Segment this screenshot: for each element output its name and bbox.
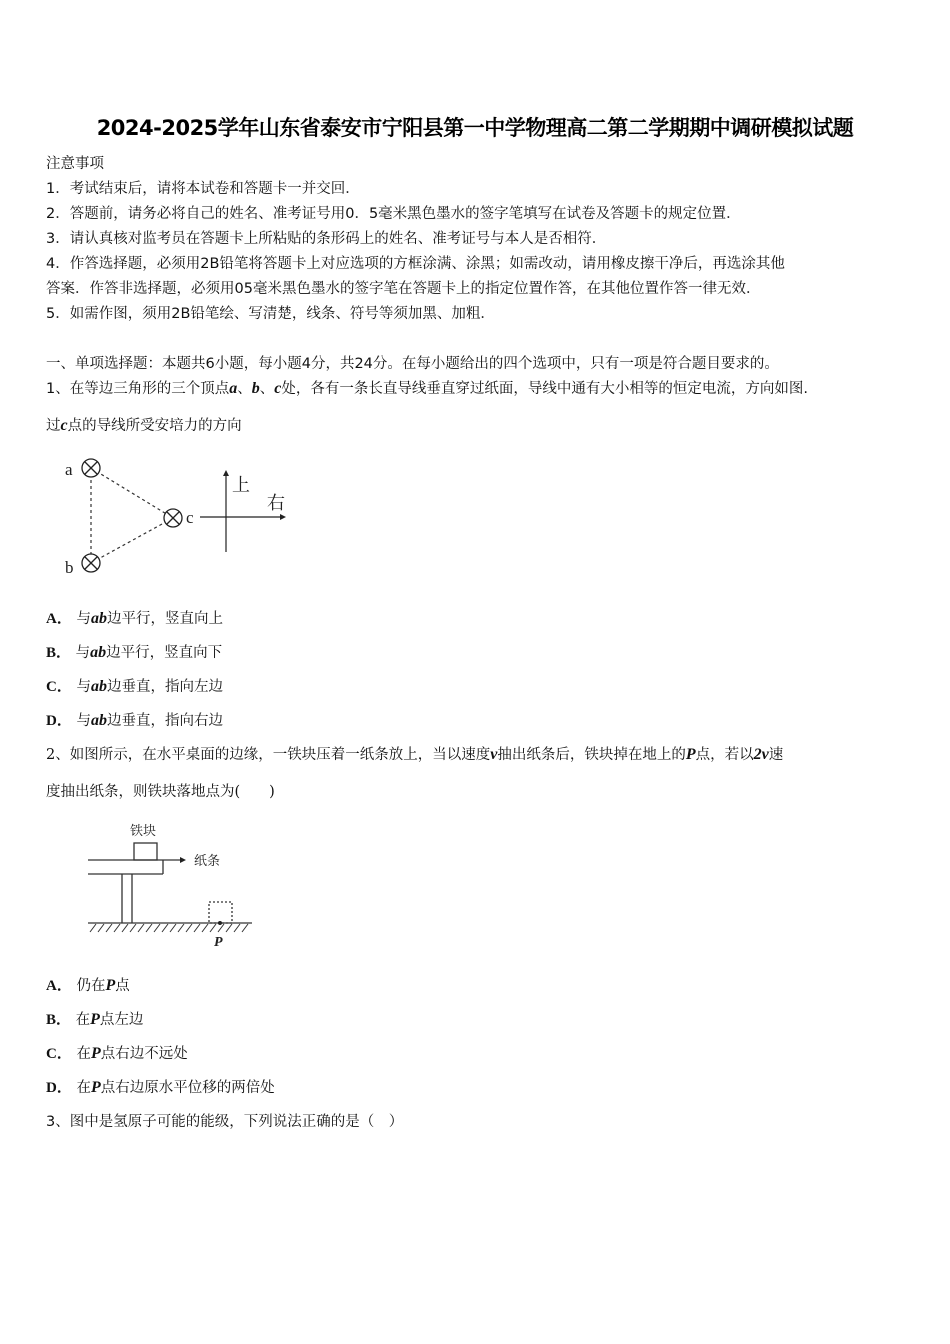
question-1-stem-line2 bbox=[46, 414, 242, 435]
q1-option-a: A． 与ab边平行，竖直向上 bbox=[46, 610, 223, 627]
notice-item-3: 3．请认真核对监考员在答题卡上所粘贴的条形码上的姓名、准考证号与本人是否相符． bbox=[46, 231, 607, 247]
wire-a-icon bbox=[82, 459, 100, 477]
stem-text: 1、在等边三角形的三个顶点 bbox=[46, 381, 230, 397]
var-a: a bbox=[229, 380, 238, 397]
label-right: 右 bbox=[267, 493, 285, 514]
question-3-stem: 3、图中是氢原子可能的能级，下列说法正确的是（ ） bbox=[46, 1114, 404, 1130]
notice-item-4: 4．作答选择题，必须用2B铅笔将答题卡上对应选项的方框涂满、涂黑；如需改动，请用橡皮擦干净后，再选涂其他 bbox=[46, 256, 785, 272]
q2-option-a: A． 仍在P点 bbox=[46, 977, 130, 994]
stem-text: 、 bbox=[237, 381, 252, 397]
question-2-stem-line2: 度抽出纸条，则铁块落地点为( ) bbox=[46, 784, 275, 800]
label-iron-block: 铁块 bbox=[130, 824, 157, 839]
q1-option-b: B． 与ab边平行，竖直向下 bbox=[46, 644, 223, 661]
notice-heading: 注意事项 bbox=[46, 156, 104, 172]
var-c: c bbox=[60, 417, 68, 434]
notice-item-5: 5．如需作图，须用2B铅笔绘、写清楚，线条、符号等须加黑、加粗． bbox=[46, 306, 495, 322]
label-p: P bbox=[214, 935, 223, 950]
notice-item-4-cont: 答案．作答非选择题，必须用05毫米黑色墨水的签字笔在答题卡上的指定位置作答，在其他位置作答一律无效． bbox=[46, 281, 761, 297]
arrow-right-icon bbox=[180, 857, 186, 863]
notice-item-2: 2．答题前，请务必将自己的姓名、准考证号用0．5毫米黑色墨水的签字笔填写在试卷及答题卡的规定位置． bbox=[46, 206, 741, 222]
arrow-right-icon bbox=[280, 514, 286, 520]
var-c: c bbox=[274, 380, 282, 397]
wire-c-icon bbox=[164, 509, 182, 527]
point-p-icon bbox=[218, 921, 222, 925]
q2-option-b: B． 在P点左边 bbox=[46, 1011, 144, 1028]
arrow-up-icon bbox=[223, 470, 229, 476]
stem-text: 处，各有一条长直导线垂直穿过纸面，导线中通有大小相等的恒定电流，方向如图. bbox=[281, 381, 808, 397]
wire-b-icon bbox=[82, 554, 100, 572]
question-2-stem: 2、如图所示，在水平桌面的边缘，一铁块压着一纸条放上，当以速度v抽出纸条后，铁块掉在地上的P点，若以2v速 bbox=[46, 746, 784, 763]
notice-item-1: 1．考试结束后，请将本试卷和答题卡一并交回． bbox=[46, 181, 360, 197]
label-up: 上 bbox=[232, 475, 250, 496]
q1-option-c: C． 与ab边垂直，指向左边 bbox=[46, 678, 223, 695]
label-paper-strip: 纸条 bbox=[194, 854, 221, 869]
question-1-stem bbox=[46, 377, 808, 398]
triangle-wires-figure bbox=[55, 445, 305, 585]
q2-option-c: C． 在P点右边不远处 bbox=[46, 1045, 188, 1062]
label-c: c bbox=[186, 508, 194, 527]
stem-text: 点的导线所受安培力的方向 bbox=[67, 418, 242, 434]
q2-option-d: D． 在P点右边原水平位移的两倍处 bbox=[46, 1079, 275, 1096]
q1-option-d: D． 与ab边垂直，指向右边 bbox=[46, 712, 223, 729]
table-block-figure bbox=[80, 815, 260, 955]
label-a: a bbox=[65, 460, 73, 479]
var-b: b bbox=[251, 380, 260, 397]
label-b: b bbox=[65, 558, 74, 577]
stem-text: 过 bbox=[46, 418, 61, 434]
exam-title: 2024-2025学年山东省泰安市宁阳县第一中学物理高二第二学期期中调研模拟试题 bbox=[96, 116, 854, 140]
section-heading: 一、单项选择题：本题共6小题，每小题4分，共24分。在每小题给出的四个选项中，只有一项是符合题目要求的。 bbox=[46, 356, 779, 372]
stem-text: 、 bbox=[259, 381, 275, 397]
